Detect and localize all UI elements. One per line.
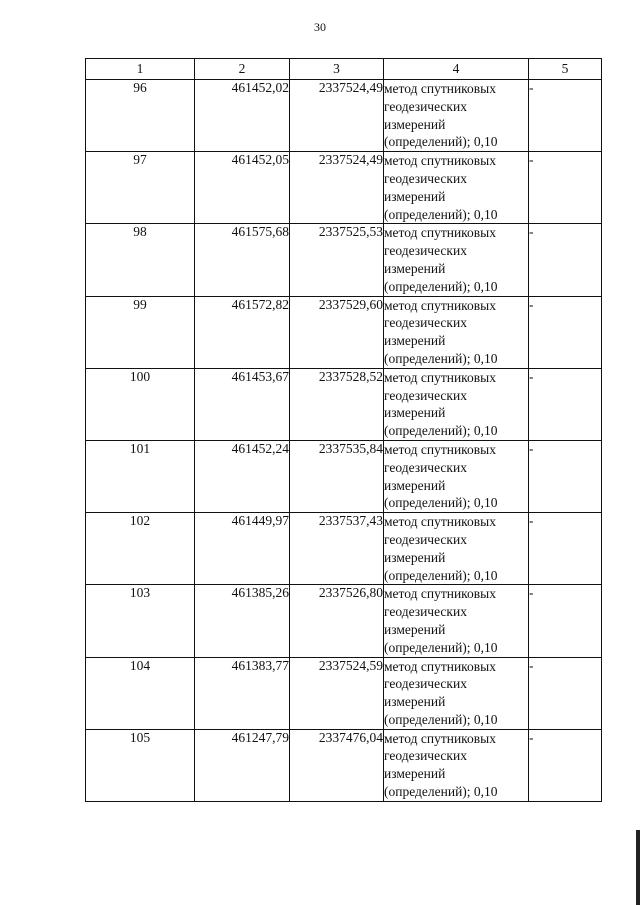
method-line: (определений); 0,10 [384, 495, 498, 511]
coordinate-y: 2337537,43 [290, 513, 384, 585]
table-row [86, 224, 602, 296]
method-line: измерений [384, 549, 446, 565]
coordinate-y: 2337524,59 [290, 657, 384, 729]
method-line: геодезических [384, 531, 467, 547]
point-number: 105 [86, 729, 195, 801]
coordinates-table [85, 58, 602, 802]
coordinate-x: 461449,97 [195, 513, 290, 585]
method-line: (определений); 0,10 [384, 567, 498, 583]
point-number: 99 [86, 296, 195, 368]
method-line: метод спутниковых [384, 153, 496, 169]
method-line: измерений [384, 694, 446, 710]
method-description [384, 729, 529, 801]
method-line: измерений [384, 260, 446, 276]
table-row [86, 440, 602, 512]
point-number: 98 [86, 224, 195, 296]
note-value: - [529, 729, 602, 801]
method-description [384, 440, 529, 512]
method-line: измерений [384, 405, 446, 421]
coordinate-x: 461452,24 [195, 440, 290, 512]
point-number: 96 [86, 80, 195, 152]
method-line: метод спутниковых [384, 297, 496, 313]
method-line: (определений); 0,10 [384, 711, 498, 727]
method-line: геодезических [384, 315, 467, 331]
table-row [86, 585, 602, 657]
point-number: 103 [86, 585, 195, 657]
point-number: 104 [86, 657, 195, 729]
method-line: геодезических [384, 243, 467, 259]
method-line: геодезических [384, 170, 467, 186]
table-row [86, 657, 602, 729]
column-header-3: 3 [290, 59, 384, 80]
method-line: измерений [384, 116, 446, 132]
column-header-5: 5 [529, 59, 602, 80]
table-row [86, 80, 602, 152]
method-line: метод спутниковых [384, 441, 496, 457]
table-row [86, 296, 602, 368]
method-line: метод спутниковых [384, 225, 496, 241]
method-line: измерений [384, 188, 446, 204]
coordinate-y: 2337524,49 [290, 152, 384, 224]
coordinate-x: 461453,67 [195, 368, 290, 440]
method-line: (определений); 0,10 [384, 639, 498, 655]
method-line: измерений [384, 477, 446, 493]
column-header-1: 1 [86, 59, 195, 80]
coordinate-y: 2337528,52 [290, 368, 384, 440]
method-line: (определений); 0,10 [384, 278, 498, 294]
column-header-4: 4 [384, 59, 529, 80]
coordinate-y: 2337476,04 [290, 729, 384, 801]
method-line: метод спутниковых [384, 369, 496, 385]
table-row [86, 368, 602, 440]
table-header-row [86, 59, 602, 80]
table-row [86, 729, 602, 801]
method-line: геодезических [384, 604, 467, 620]
coordinate-x: 461452,02 [195, 80, 290, 152]
method-line: метод спутниковых [384, 586, 496, 602]
coordinate-y: 2337524,49 [290, 80, 384, 152]
coordinate-x: 461575,68 [195, 224, 290, 296]
method-line: метод спутниковых [384, 514, 496, 530]
method-line: (определений); 0,10 [384, 134, 498, 150]
method-description [384, 513, 529, 585]
method-line: геодезических [384, 459, 467, 475]
method-description [384, 152, 529, 224]
method-line: (определений); 0,10 [384, 784, 498, 800]
method-description [384, 657, 529, 729]
method-description [384, 224, 529, 296]
point-number: 97 [86, 152, 195, 224]
note-value: - [529, 440, 602, 512]
method-line: метод спутниковых [384, 658, 496, 674]
method-line: геодезических [384, 98, 467, 114]
method-description [384, 80, 529, 152]
point-number: 102 [86, 513, 195, 585]
note-value: - [529, 224, 602, 296]
column-header-2: 2 [195, 59, 290, 80]
page-edge-mark [636, 830, 640, 905]
coordinate-x: 461247,79 [195, 729, 290, 801]
method-description [384, 585, 529, 657]
method-line: (определений); 0,10 [384, 423, 498, 439]
note-value: - [529, 585, 602, 657]
table-body [86, 80, 602, 802]
note-value: - [529, 296, 602, 368]
coordinate-x: 461572,82 [195, 296, 290, 368]
coordinate-x: 461383,77 [195, 657, 290, 729]
note-value: - [529, 80, 602, 152]
coordinate-y: 2337526,80 [290, 585, 384, 657]
coordinate-y: 2337529,60 [290, 296, 384, 368]
table-row [86, 152, 602, 224]
note-value: - [529, 513, 602, 585]
method-line: измерений [384, 333, 446, 349]
method-line: измерений [384, 621, 446, 637]
method-line: измерений [384, 766, 446, 782]
point-number: 100 [86, 368, 195, 440]
note-value: - [529, 657, 602, 729]
note-value: - [529, 368, 602, 440]
method-line: (определений); 0,10 [384, 206, 498, 222]
coordinate-x: 461385,26 [195, 585, 290, 657]
method-line: метод спутниковых [384, 730, 496, 746]
method-line: метод спутниковых [384, 81, 496, 96]
method-line: геодезических [384, 748, 467, 764]
coordinate-y: 2337525,53 [290, 224, 384, 296]
note-value: - [529, 152, 602, 224]
coordinate-x: 461452,05 [195, 152, 290, 224]
method-description [384, 296, 529, 368]
method-line: (определений); 0,10 [384, 350, 498, 366]
method-line: геодезических [384, 387, 467, 403]
method-description [384, 368, 529, 440]
coordinate-y: 2337535,84 [290, 440, 384, 512]
point-number: 101 [86, 440, 195, 512]
method-line: геодезических [384, 676, 467, 692]
page-number: 30 [314, 20, 326, 34]
table-row [86, 513, 602, 585]
